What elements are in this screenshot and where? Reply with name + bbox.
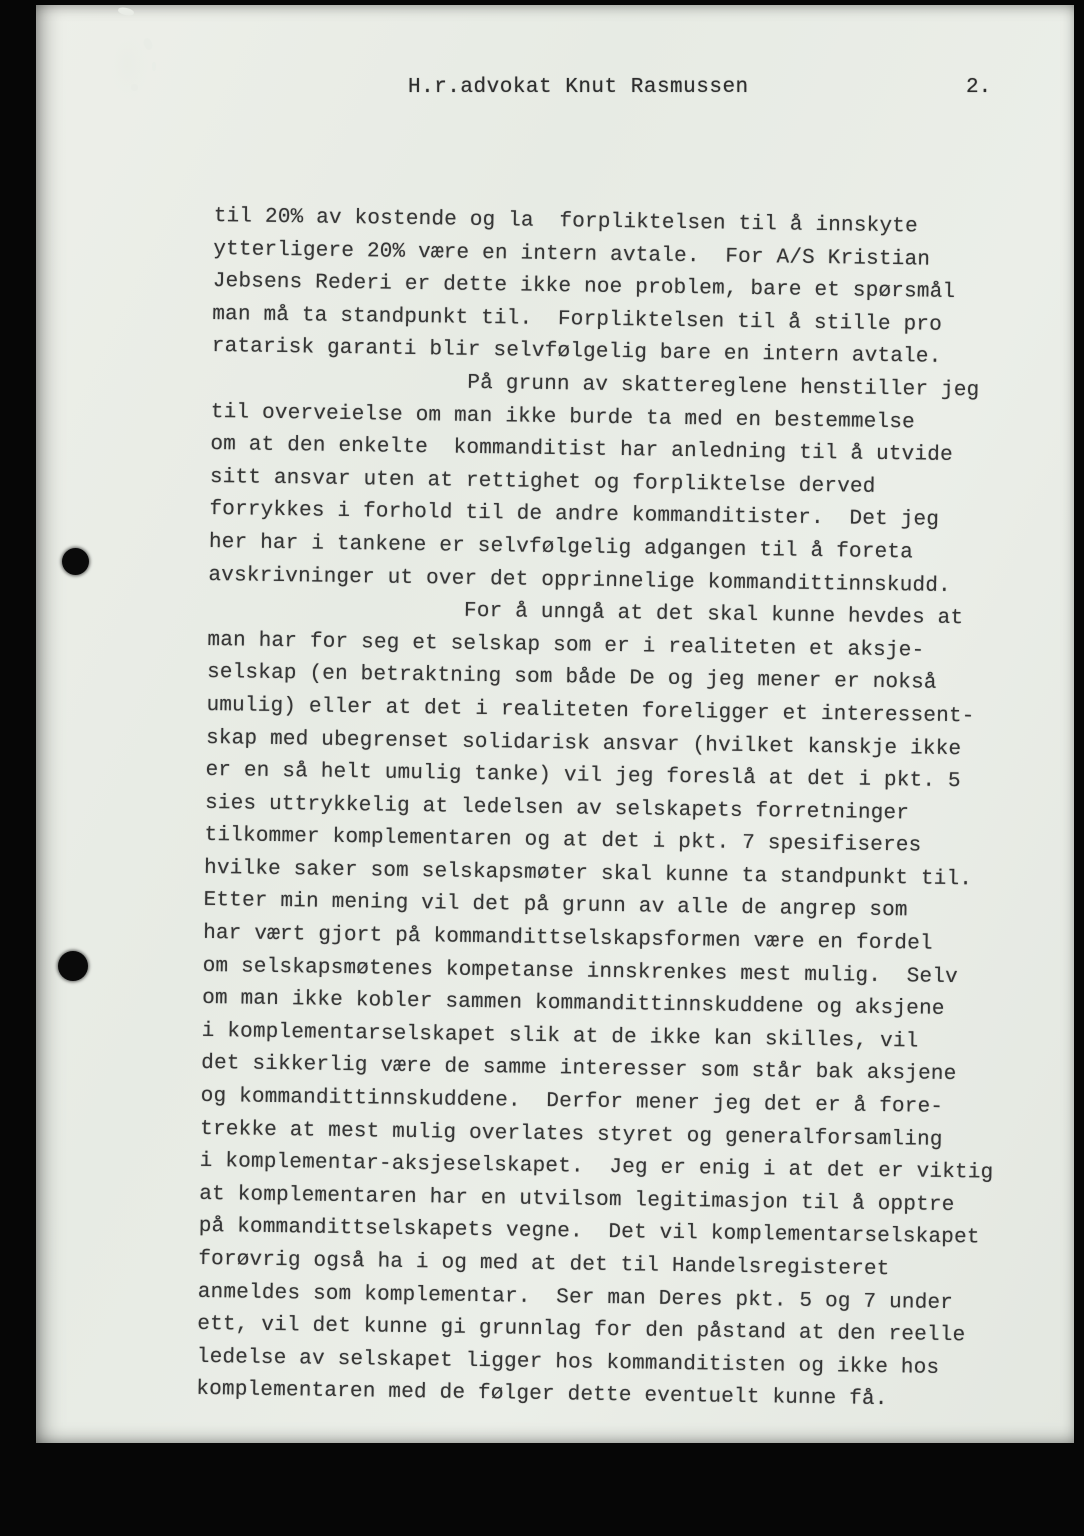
text-line: sies uttrykkelig at ledelsen av selskapets forretninger bbox=[204, 791, 910, 826]
text-line: anmeldes som komplementar. Ser man Deres pkt. 5 og 7 under bbox=[197, 1280, 954, 1315]
scan-artifact bbox=[131, 84, 138, 91]
text-line: komplementaren med de følger dette eventuelt kunne få. bbox=[196, 1378, 888, 1412]
text-line: her har i tankene er selvfølgelig adgangen til å foreta bbox=[208, 530, 914, 565]
text-line: selskap (en betraktning som både De og jeg mener er nokså bbox=[206, 661, 937, 696]
text-line: For å unngå at det skal kunne hevdes at bbox=[207, 596, 964, 631]
text-line: ledelse av selskapet ligger hos kommanditisten og ikke hos bbox=[196, 1345, 940, 1380]
text-line: ett, vil det kunne gi grunnlag for den påstand at den reelle bbox=[197, 1313, 966, 1348]
text-line: til 20% av kostende og la forpliktelsen til å innskyte bbox=[213, 204, 918, 239]
text-line: hvilke saker som selskapsmøter skal kunne ta standpunkt til. bbox=[203, 856, 973, 892]
document-body bbox=[196, 201, 1008, 1419]
text-line: er en så helt umulig tanke) vil jeg foreslå at det i pkt. 5 bbox=[205, 759, 961, 794]
text-line: og kommandittinnskuddene. Derfor mener jeg det er å fore- bbox=[200, 1084, 944, 1119]
punch-hole bbox=[58, 951, 88, 981]
text-line: skap med ubegrenset solidarisk ansvar (hvilket kanskje ikke bbox=[205, 726, 962, 761]
text-line: om man ikke kobler sammen kommandittinnskuddene og aksjene bbox=[201, 987, 945, 1022]
text-line: til overveielse om man ikke burde ta med en bestemmelse bbox=[210, 400, 916, 434]
text-line: sitt ansvar uten at rettighet og forpliktelse derved bbox=[209, 465, 876, 499]
scan-artifact bbox=[152, 62, 156, 71]
text-line: trekke at mest mulig overlates styret og generalforsamling bbox=[200, 1117, 943, 1152]
text-line: ratarisk garanti blir selvfølgelig bare en intern avtale. bbox=[211, 335, 942, 370]
text-line: at komplementaren har en utvilsom legitimasjon til å opptre bbox=[199, 1182, 955, 1217]
page-number: 2. bbox=[966, 76, 992, 99]
text-line: om at den enkelte kommanditist har anledning til å utvide bbox=[210, 433, 954, 468]
page-header: H.r.advokat Knut Rasmussen bbox=[408, 76, 749, 99]
text-line: tilkommer komplementaren og at det i pkt. 7 spesifiseres bbox=[204, 824, 922, 858]
text-line: på kommandittselskapets vegne. Det vil komplementarselskapet bbox=[198, 1215, 980, 1250]
text-line: umulig) eller at det i realiteten foreligger et interessent- bbox=[206, 693, 975, 729]
text-line: i komplementarselskapet slik at de ikke kan skilles, vil bbox=[201, 1019, 919, 1054]
text-line: Jebsens Rederi er dette ikke noe problem, bare et spørsmål bbox=[212, 270, 956, 305]
text-line: det sikkerlig være de samme interesser som står bak aksjene bbox=[201, 1052, 957, 1087]
scan-smudge bbox=[108, 30, 148, 100]
text-line: man må ta standpunkt til. Forpliktelsen til å stille pro bbox=[212, 302, 943, 337]
text-line: forrykkes i forhold til de andre kommanditister. Det jeg bbox=[209, 498, 940, 533]
text-line: På grunn av skattereglene henstiller jeg bbox=[211, 367, 980, 403]
text-line: avskrivninger ut over det opprinnelige kommandittinnskudd. bbox=[208, 563, 952, 598]
text-line: har vært gjort på kommandittselskapsformen være en fordel bbox=[202, 921, 933, 956]
text-line: ytterligere 20% være en intern avtale. For A/S Kristian bbox=[213, 237, 931, 272]
text-line: man har for seg et selskap som er i realiteten et aksje- bbox=[207, 628, 925, 663]
text-line: Etter min mening vil det på grunn av alle de angrep som bbox=[203, 889, 908, 923]
text-line: i komplementar-aksjeselskapet. Jeg er enig i at det er viktig bbox=[199, 1150, 994, 1185]
punch-hole bbox=[62, 548, 89, 575]
text-line: forøvrig også ha i og med at det til Handelsregisteret bbox=[198, 1247, 890, 1282]
text-line: om selskapsmøtenes kompetanse innskrenkes mest mulig. Selv bbox=[202, 954, 959, 989]
